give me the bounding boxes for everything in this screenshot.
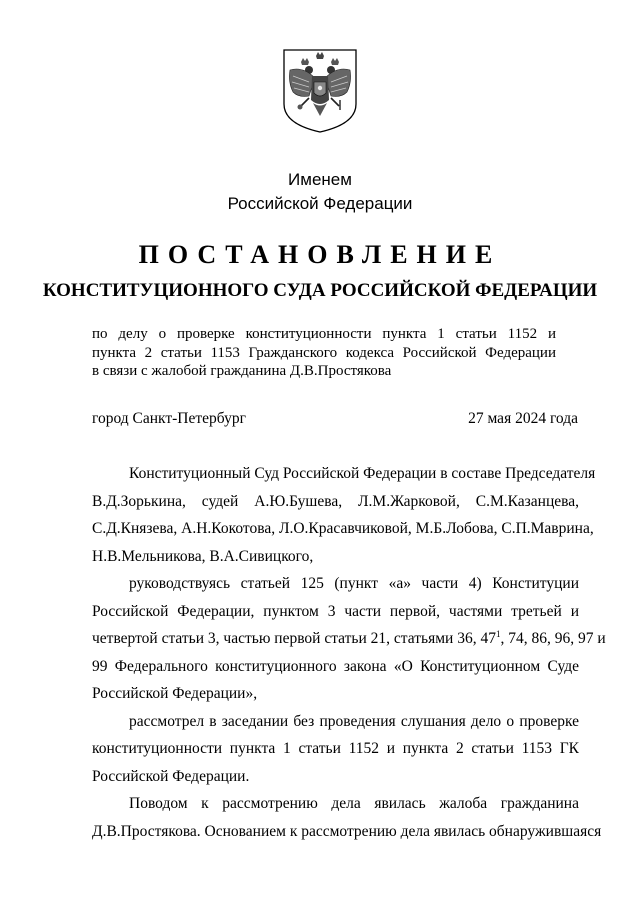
body-line: С.Д.Князева, А.Н.Кокотова, Л.О.Красавчиковой, М.Б.Лобова, С.П.Маврина, (92, 520, 594, 537)
document-body (92, 460, 606, 845)
body-line: Российской Федерации», (92, 685, 258, 702)
body-line-with-superscript (92, 625, 606, 653)
body-line: 99 Федерального конституционного закона «О Конституционном Суде (92, 657, 579, 675)
body-line: Н.В.Мельникова, В.А.Сивицкого, (92, 547, 314, 565)
body-line: Д.В.Простякова. Основанием к рассмотрению дела явилась обнаружившаяся (92, 822, 602, 840)
subject-line: пункта 2 статьи 1153 Гражданского кодекса Российской Федерации (92, 344, 556, 361)
russian-coat-of-arms-icon (281, 48, 359, 134)
body-line: Поводом к рассмотрению дела явилась жалоба гражданина (129, 795, 579, 812)
date-of-issue: 27 мая 2024 года (468, 410, 578, 427)
salutation-line-1: Именем (288, 170, 352, 189)
body-line: конституционности пункта 1 статьи 1152 и пункта 2 статьи 1153 ГК (92, 740, 579, 757)
superscript: 1 (495, 629, 501, 639)
salutation-line-2: Российской Федерации (227, 194, 413, 213)
document-type-title: ПОСТАНОВЛЕНИЕ (138, 240, 502, 269)
place-of-issue: город Санкт-Петербург (92, 410, 246, 427)
body-text: четвертой статьи 3, частью первой статьи 21, статьями 36, 47 (92, 630, 496, 647)
subject-line: по делу о проверке конституционности пункта 1 статьи 1152 и (92, 326, 556, 342)
body-line: В.Д.Зорькина, судей А.Ю.Бушева, Л.М.Жарковой, С.М.Казанцева, (92, 492, 579, 510)
court-name: КОНСТИТУЦИОННОГО СУДА РОССИЙСКОЙ ФЕДЕРАЦИИ (42, 280, 598, 301)
body-text: , 74, 86, 96, 97 и (500, 630, 606, 647)
case-subject (92, 325, 556, 381)
body-line: Российской Федерации, пунктом 3 части первой, частями третьей и (92, 602, 579, 620)
body-line: Российской Федерации. (92, 767, 250, 785)
subject-line: в связи с жалобой гражданина Д.В.Простякова (92, 363, 392, 379)
body-line: рассмотрел в заседании без проведения слушания дело о проверке (129, 712, 579, 730)
body-line: Конституционный Суд Российской Федерации в составе Председателя (129, 465, 596, 482)
body-line: руководствуясь статьей 125 (пункт «а» части 4) Конституции (129, 575, 579, 592)
